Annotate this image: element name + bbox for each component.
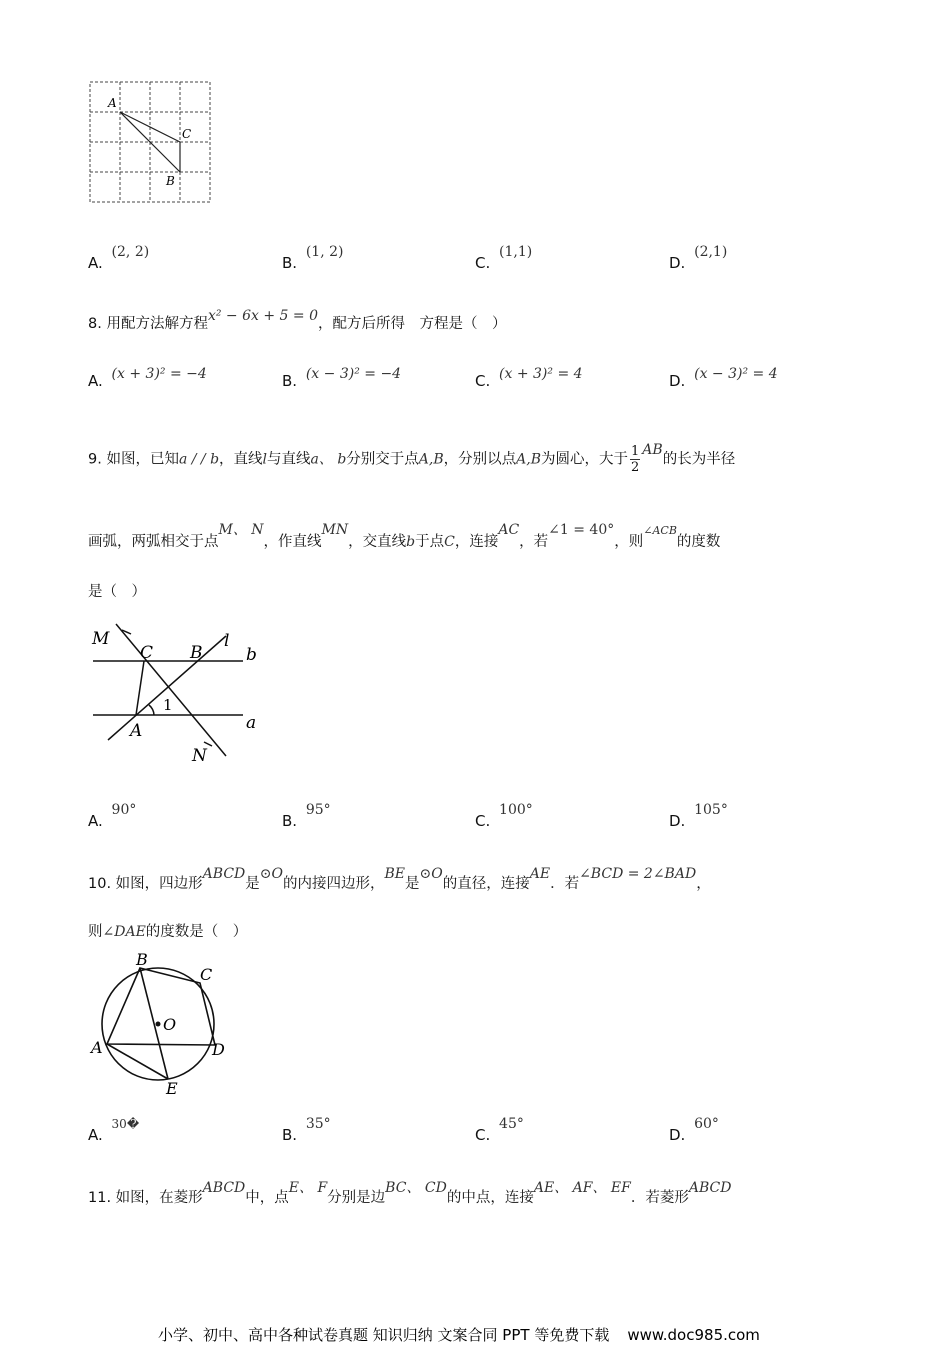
math: a / / b	[178, 451, 220, 468]
math: a、 b	[310, 451, 347, 468]
q9-label-B: B	[190, 643, 203, 663]
fraction-denominator: 2	[631, 460, 640, 475]
q10-option-c[interactable]	[475, 1116, 524, 1144]
option-letter: A.	[88, 254, 103, 272]
text: 10. 如图，四边形	[88, 876, 203, 892]
option-value: 105°	[694, 802, 728, 818]
text: ．若	[550, 876, 580, 892]
option-letter: A.	[88, 372, 103, 390]
q9-label-M: M	[92, 629, 110, 649]
text: 的内接四边形，	[283, 876, 385, 892]
math: AB	[642, 441, 663, 458]
text: ，	[696, 876, 711, 892]
q9-parallel-lines-figure	[88, 618, 278, 774]
option-letter: D.	[669, 372, 686, 390]
q10-circle-figure	[88, 950, 248, 1100]
q7-label-b: B	[166, 174, 175, 188]
math: l	[262, 451, 268, 468]
text: ，则	[614, 534, 644, 550]
option-value: 45°	[499, 1116, 524, 1132]
option-value: (2,1)	[694, 244, 728, 260]
math: ABCD	[202, 1180, 246, 1196]
q9-label-A: A	[130, 721, 143, 741]
text: 分别是边	[327, 1190, 386, 1206]
q8-text-1: 8. 用配方法解方程	[88, 316, 208, 332]
option-letter: C.	[475, 254, 491, 272]
option-value: (x + 3)² = 4	[499, 366, 583, 382]
option-value: (x + 3)² = −4	[111, 366, 207, 382]
option-value: 30�	[111, 1117, 140, 1131]
text: 则	[88, 924, 103, 940]
q7-option-a[interactable]	[88, 244, 150, 272]
q9-option-d[interactable]	[669, 802, 728, 830]
option-letter: B.	[282, 254, 298, 272]
text: ，作直线	[263, 534, 322, 550]
option-letter: D.	[669, 1126, 686, 1144]
text: 的直径，连接	[442, 876, 530, 892]
q7-option-c[interactable]	[475, 244, 533, 272]
q7-label-a: A	[108, 96, 117, 110]
q8-equation: x² − 6x + 5 = 0	[207, 308, 318, 324]
q7-option-d[interactable]	[669, 244, 728, 272]
option-value: (x − 3)² = −4	[305, 366, 402, 382]
math: AE、 AF、 EF	[533, 1180, 631, 1196]
option-value: 90°	[111, 802, 137, 818]
math: b	[406, 534, 416, 550]
math: BC、 CD	[385, 1180, 447, 1196]
option-letter: B.	[282, 812, 298, 830]
math: ∠DAE	[102, 924, 146, 940]
text: ，若	[519, 534, 549, 550]
q10-label-A: A	[91, 1038, 103, 1057]
q9-label-b: b	[246, 645, 257, 665]
q10-label-D: D	[212, 1040, 225, 1059]
option-value: 60°	[694, 1116, 719, 1132]
option-letter: A.	[88, 812, 103, 830]
option-letter: B.	[282, 372, 298, 390]
q11-stem-line1	[88, 1180, 732, 1207]
option-value: 35°	[305, 1116, 331, 1132]
text: 于点	[415, 534, 445, 550]
option-letter: D.	[669, 254, 686, 272]
text: ．若菱形	[630, 1190, 689, 1206]
q10-option-a[interactable]	[88, 1117, 140, 1144]
q8-option-b[interactable]	[282, 366, 402, 390]
option-letter: C.	[475, 812, 491, 830]
math: C	[444, 534, 455, 550]
math: M、 N	[218, 522, 264, 538]
q9-option-c[interactable]	[475, 802, 533, 830]
math: ABCD	[202, 866, 246, 882]
text: 的度数是（ ）	[145, 924, 248, 940]
option-value: 95°	[305, 802, 331, 818]
option-value: 100°	[499, 802, 533, 818]
q10-label-O: O	[163, 1015, 177, 1034]
text: 的中点，连接	[446, 1190, 534, 1206]
text: ，分别以点	[443, 451, 517, 468]
text: 的度数	[676, 534, 721, 550]
text: 为圆心，大于	[541, 451, 629, 468]
math: ⊙O	[419, 866, 443, 882]
math: E、 F	[288, 1180, 328, 1196]
option-letter: B.	[282, 1126, 298, 1144]
math: AE	[529, 866, 551, 882]
q10-option-b[interactable]	[282, 1116, 331, 1144]
q9-label-N: N	[192, 746, 207, 766]
footer	[158, 1324, 760, 1345]
math: ∠1 = 40°	[548, 522, 615, 538]
math: ∠ACB	[643, 524, 677, 537]
math: MN	[321, 522, 349, 538]
q10-stem-line2	[88, 920, 247, 941]
q9-option-a[interactable]	[88, 802, 137, 830]
text: 9. 如图，已知	[88, 451, 179, 468]
option-letter: A.	[88, 1126, 103, 1144]
text: 11. 如图，在菱形	[88, 1190, 203, 1206]
q7-label-c: C	[182, 127, 192, 141]
q8-stem	[88, 308, 507, 333]
q9-label-l: l	[224, 631, 230, 651]
text: 是	[405, 876, 420, 892]
q9-option-b[interactable]	[282, 802, 331, 830]
text: 分别交于点	[346, 451, 419, 468]
q9-label-C: C	[140, 643, 154, 663]
q7-grid-figure	[80, 72, 220, 212]
option-letter: C.	[475, 1126, 491, 1144]
q8-option-a[interactable]	[88, 366, 207, 390]
q9-label-a: a	[246, 713, 257, 733]
math: BE	[384, 866, 406, 882]
text: 画弧，两弧相交于点	[88, 534, 219, 550]
text: 的长为半径	[662, 451, 736, 468]
footer-text: 小学、初中、高中各种试卷真题 知识归纳 文案合同 PPT 等免费下载	[158, 1326, 610, 1344]
q10-stem-line1	[88, 866, 711, 893]
option-letter: D.	[669, 812, 686, 830]
q8-option-d[interactable]	[669, 366, 778, 390]
option-value: (x − 3)² = 4	[694, 366, 778, 382]
footer-link[interactable]: www.doc985.com	[627, 1326, 760, 1344]
fraction-half	[630, 444, 640, 475]
text: ，连接	[454, 534, 499, 550]
text: ，直线	[219, 451, 263, 468]
q9-stem-line2	[88, 522, 721, 551]
q10-label-E: E	[166, 1079, 178, 1098]
text: 与直线	[267, 451, 311, 468]
text: 中，点	[245, 1190, 289, 1206]
text: ，交直线	[348, 534, 407, 550]
math: ∠BCD = 2∠BAD	[579, 866, 697, 882]
math: ⊙O	[259, 866, 283, 882]
math: AC	[498, 522, 520, 538]
math: ABCD	[688, 1180, 732, 1196]
math: A,B	[516, 451, 542, 468]
option-value: (1, 2)	[305, 244, 344, 260]
fraction-numerator: 1	[631, 444, 640, 459]
q7-option-b[interactable]	[282, 244, 344, 272]
q10-option-d[interactable]	[669, 1116, 719, 1144]
q8-text-2: ，配方后所得 方程是（ ）	[317, 316, 507, 332]
q10-label-C: C	[200, 965, 213, 984]
q9-label-angle-1: 1	[163, 696, 173, 714]
q9-stem-line1	[88, 441, 736, 475]
text: 是	[245, 876, 260, 892]
option-letter: C.	[475, 372, 491, 390]
math: A,B	[418, 451, 444, 468]
q8-option-c[interactable]	[475, 366, 583, 390]
q9-stem-line3: 是（ ）	[88, 584, 146, 600]
q10-label-B: B	[136, 950, 148, 969]
option-value: (1,1)	[499, 244, 533, 260]
option-value: (2, 2)	[111, 244, 150, 260]
